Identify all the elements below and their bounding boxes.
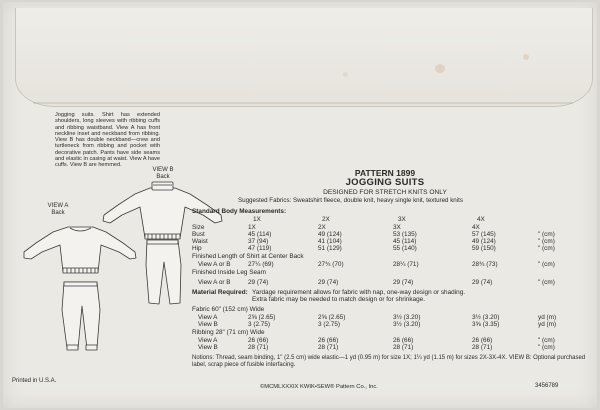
- view-a-title: VIEW A: [47, 203, 69, 209]
- row-value: 53 (135): [393, 231, 417, 238]
- view-a-pants-illustration: [62, 282, 100, 350]
- row-label: View B: [198, 321, 218, 328]
- size-header: 1X: [253, 216, 261, 223]
- row-label: View A: [198, 337, 218, 344]
- row-value: 55 (140): [393, 245, 417, 252]
- row-value: 3½ (3.20): [472, 314, 500, 321]
- product-code: 3456789: [535, 383, 559, 389]
- row-unit: " (cm): [538, 261, 555, 268]
- row-value: 2⅝ (2.65): [318, 314, 346, 321]
- material-text-2: Extra fabric may be needed to match design or for shrinkage.: [252, 296, 425, 303]
- view-b-sub: Back: [156, 174, 170, 180]
- row-value: 28 (71): [393, 344, 414, 351]
- row-label: Waist: [192, 238, 208, 245]
- row-unit: " (cm): [538, 231, 555, 238]
- view-b-title: VIEW B: [152, 167, 174, 173]
- fabric-heading: Fabric 60" (152 cm) Wide: [192, 306, 265, 313]
- row-value: 26 (66): [318, 337, 339, 344]
- row-value: 28 (71): [318, 344, 339, 351]
- row-label: View A: [198, 314, 218, 321]
- row-value: 28¼ (71): [393, 261, 419, 268]
- row-value: 28 (71): [472, 344, 493, 351]
- size-header: 3X: [398, 216, 406, 223]
- row-value: 45 (114): [393, 238, 417, 245]
- row-unit: " (cm): [538, 245, 555, 252]
- ribbing-heading: Ribbing 28" (71 cm) Wide: [192, 329, 265, 336]
- row-value: 2⅝ (2.65): [248, 314, 276, 321]
- pattern-title: JOGGING SUITS: [345, 177, 425, 188]
- row-value: 28¾ (73): [472, 261, 498, 268]
- row-value: 29 (74): [248, 279, 269, 286]
- row-value: 29 (74): [393, 279, 414, 286]
- row-value: 3½ (3.20): [393, 314, 421, 321]
- row-value: 26 (66): [472, 337, 493, 344]
- row-value: 51 (129): [318, 245, 342, 252]
- row-label: Bust: [192, 231, 205, 238]
- row-label: View A or B: [198, 279, 231, 286]
- finished-length-heading: Finished Length of Shirt at Center Back: [192, 253, 304, 260]
- garment-description: Jogging suits. Shirt has extended shoulders, long sleeves with ribbing cuffs and ribbing waistband. View A has front neckline inset and neckband from ribbing. View B has double neckband—crew and turtleneck from ribbing and pocket with decorative patch. Pants have side seams and elastic in casing at waist. View A have cuffs. View B are hemmed.: [55, 112, 160, 169]
- row-unit: " (cm): [538, 238, 555, 245]
- copyright-line: ©MCMLXXXIX KWIK•SEW® Pattern Co., Inc.: [260, 384, 378, 390]
- view-b-pants-illustration: [146, 240, 181, 304]
- row-value: 26 (66): [248, 337, 269, 344]
- row-value: 45 (114): [248, 231, 272, 238]
- view-a-shirt-illustration: [24, 227, 136, 273]
- printed-in-label: Printed in U.S.A.: [12, 378, 57, 384]
- row-value: 37 (94): [248, 238, 269, 245]
- row-value: 3X: [393, 224, 401, 231]
- row-value: 47 (119): [248, 245, 272, 252]
- row-label: Hip: [192, 245, 202, 252]
- row-value: 26 (66): [393, 337, 414, 344]
- row-value: 27¾ (70): [318, 261, 344, 268]
- material-heading: Material Required:: [192, 289, 248, 296]
- inside-leg-heading: Finished Inside Leg Seam: [192, 269, 266, 276]
- size-header: 2X: [322, 216, 330, 223]
- row-label: View A or B: [198, 261, 231, 268]
- suggested-fabrics: Suggested Fabrics: Sweatshirt fleece, double knit, heavy single knit, textured knits: [238, 197, 463, 204]
- row-value: 1X: [248, 224, 256, 231]
- row-value: 3½ (3.20): [393, 321, 421, 328]
- pattern-number: PATTERN 1899: [354, 168, 416, 178]
- row-unit: " (cm): [538, 279, 555, 286]
- row-value: 49 (124): [318, 231, 342, 238]
- row-value: 57 (145): [472, 231, 496, 238]
- row-value: 28 (71): [248, 344, 269, 351]
- row-value: 59 (150): [472, 245, 496, 252]
- row-value: 4X: [472, 224, 480, 231]
- size-header: 4X: [477, 216, 485, 223]
- row-value: 29 (74): [472, 279, 493, 286]
- row-value: 29 (74): [318, 279, 339, 286]
- row-value: 49 (124): [472, 238, 496, 245]
- row-label: View B: [198, 344, 218, 351]
- row-unit: " (cm): [538, 337, 555, 344]
- material-text-1: Yardage requirement allows for fabric with nap, one-way design or shading.: [252, 289, 466, 296]
- row-value: 27¼ (69): [248, 261, 274, 268]
- notions-text: Notions: Thread, seam binding, 1" (2.5 cm) wide elastic—1 yd (0.95 m) for size 1X; 1¼ yd (1.15 m) for sizes 2X-3X-4X. VIEW B: Optional purchased label, scrap piece of fusible interfacing.: [192, 355, 586, 369]
- row-unit: yd (m): [538, 321, 557, 328]
- row-value: 2X: [318, 224, 326, 231]
- row-value: 41 (104): [318, 238, 342, 245]
- view-a-sub: Back: [51, 210, 65, 216]
- row-value: 3 (2.75): [318, 321, 341, 328]
- pattern-subtitle: DESIGNED FOR STRETCH KNITS ONLY: [323, 189, 447, 196]
- standard-measurements-heading: Standard Body Measurements:: [192, 208, 287, 215]
- row-unit: " (cm): [538, 344, 555, 351]
- row-value: 3⅝ (3.35): [472, 321, 500, 328]
- row-label: Size: [192, 224, 205, 231]
- row-unit: yd (m): [538, 314, 557, 321]
- row-value: 3 (2.75): [248, 321, 271, 328]
